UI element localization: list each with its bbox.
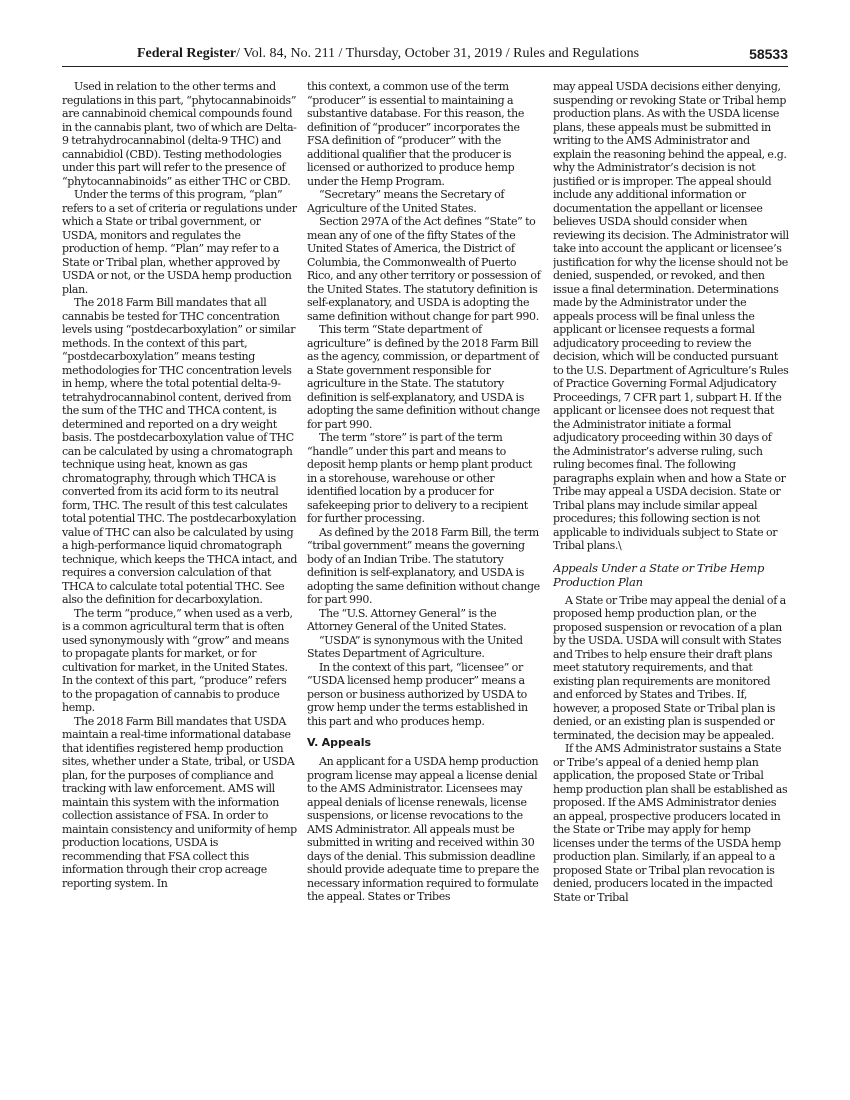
text-column-3: [553, 80, 789, 1070]
paragraph: This term “State department of agriculture” is defined by the 2018 Farm Bill as the agency, commission, or department of a State government responsible for agriculture in the State. The statutory definition is self-explanatory, and USDA is adopting the same definition without change for part 990.: [307, 323, 540, 431]
paragraph: The term “produce,” when used as a verb, is a common agricultural term that is often used synonymously with “grow” and means to propagate plants for market, or for cultivation for market, in the United States. In the context of this part, “produce” refers to the propagation of cannabis to produce hemp.: [62, 606, 293, 714]
text-column-1: [62, 80, 298, 1070]
paragraph: The 2018 Farm Bill mandates that USDA maintain a real-time informational database that identifies registered hemp production sites, whether under a State, tribal, or USDA plan, for the purposes of compliance and tracking with law enforcement. AMS will maintain this system with the information collection assistance of FSA. In order to maintain consistency and uniformity of hemp production locations, USDA is recommending that FSA collect this information through their crop acreage reporting system. In: [62, 714, 297, 890]
paragraph: The “U.S. Attorney General” is the Attorney General of the United States.: [307, 606, 507, 633]
page-header: [62, 44, 788, 64]
paragraph: may appeal USDA decisions either denying, suspending or revoking State or Tribal hemp production plans. As with the USDA license plans, these appeals must be submitted in writing to the AMS Administrator and explain the reasoning behind the appeal, e.g. why the Administrator’s decision is not justified or is improper. The appeal should include any additional information or documentation the appellant or licensee believes USDA should consider when reviewing its decision. The Administrator will take into account the applicant or licensee’s justification for why the license should not be denied, suspended, or revoked, and then issue a final determination. Determinations made by the Administrator under the appeals process will be final unless the applicant or licensee requests a formal adjudicatory proceeding to review the decision, which will be conducted pursuant to the U.S. Department of Agriculture’s Rules of Practice Governing Formal Adjudicatory Proceedings, 7 CFR part 1, subpart H. If the applicant or licensee does not request that the Administrator initiate a formal adjudicatory proceeding within 30 days of the Administrator’s adverse ruling, such ruling becomes final. The following paragraphs explain when and how a State or Tribe may appeal a USDA decision. State or Tribal plans may include similar appeal procedures; this following section is not applicable to individuals subject to State or Tribal plans.\: [553, 80, 789, 552]
paragraph: The term “store” is part of the term “handle” under this part and means to deposit hemp plants or hemp plant product in a storehouse, warehouse or other identified location by a producer for safekeeping prior to delivery to a recipient for further processing.: [307, 431, 532, 525]
paragraph: “Secretary” means the Secretary of Agriculture of the United States.: [307, 188, 505, 215]
issue-citation: / Vol. 84, No. 211 / Thursday, October 31, 2019 / Rules and Regulations: [236, 46, 640, 61]
paragraph: An applicant for a USDA hemp production program license may appeal a license denial to the AMS Administrator. Licensees may appeal denials of license renewals, license suspensions, or license revocations to the AMS Administrator. All appeals must be submitted in writing and received within 30 days of the denial. This submission deadline should provide adequate time to prepare the necessary information required to formulate the appeal. States or Tribes: [307, 755, 539, 903]
section-heading-appeals: V. Appeals: [307, 736, 372, 749]
paragraph: Section 297A of the Act defines “State” to mean any of one of the fifty States of the United States of America, the District of Columbia, the Commonwealth of Puerto Rico, and any other territory or possession of the United States. The statutory definition is self-explanatory, and USDA is adopting the same definition without change for part 990.: [307, 215, 541, 323]
paragraph: this context, a common use of the term “producer” is essential to maintaining a substantive database. For this reason, the definition of “producer” incorporates the FSA definition of “producer” with the additional qualifier that the producer is licensed or authorized to produce hemp under the Hemp Program.: [307, 80, 525, 188]
paragraph: If the AMS Administrator sustains a State or Tribe’s appeal of a denied hemp plan application, the proposed State or Tribal hemp production plan shall be established as proposed. If the AMS Administrator denies an appeal, prospective producers located in the State or Tribe may apply for hemp licenses under the terms of the USDA hemp production plan. Similarly, if an appeal to a proposed State or Tribal plan revocation is denied, producers located in the impacted State or Tribal: [553, 742, 788, 904]
text-column-2: [307, 80, 543, 1070]
paragraph: Used in relation to the other terms and regulations in this part, “phytocannabinoids” are cannabinoid chemical compounds found in the cannabis plant, two of which are Delta-9 tetrahydrocannabinol (delta-9 THC) and cannabidiol (CBD). Testing methodologies under this part will refer to the presence of “phytocannabinoids” as either THC or CBD.: [62, 80, 297, 188]
paragraph: As defined by the 2018 Farm Bill, the term “tribal government” means the governing body of an Indian Tribe. The statutory definition is self-explanatory, and USDA is adopting the same definition without change for part 990.: [307, 525, 540, 606]
paragraph: “USDA” is synonymous with the United States Department of Agriculture.: [307, 633, 523, 660]
subsection-heading-state-tribe-appeals: Appeals Under a State or Tribe Hemp Production Plan: [553, 560, 765, 589]
paragraph: The 2018 Farm Bill mandates that all cannabis be tested for THC concentration levels using “postdecarboxylation” or similar methods. In the context of this part, “postdecarboxylation” means testing methodologies for THC concentration levels in hemp, where the total potential delta-9-tetrahydrocannabinol content, derived from the sum of the THC and THCA content, is determined and reported on a dry weight basis. The postdecarboxylation value of THC can be calculated by using a chromatograph technique using heat, known as gas chromatography, through which THCA is converted from its acid form to its neutral form, THC. The result of this test calculates total potential THC. The postdecarboxylation value of THC can also be calculated by using a high-performance liquid chromatograph technique, which keeps the THCA intact, and requires a conversion calculation of that THCA to calculate total potential THC. See also the definition for decarboxylation.: [62, 296, 298, 606]
running-head: [137, 44, 639, 64]
page-number: 58533: [749, 46, 788, 62]
paragraph: Under the terms of this program, “plan” refers to a set of criteria or regulations under which a State or tribal government, or USDA, monitors and regulates the production of hemp. “Plan” may refer to a State or Tribal plan, whether approved by USDA or not, or the USDA hemp production plan.: [62, 188, 297, 296]
paragraph: In the context of this part, “licensee” or “USDA licensed hemp producer” means a person or business authorized by USDA to grow hemp under the terms established in this part and who produces hemp.: [307, 660, 528, 728]
header-rule: [62, 66, 788, 67]
journal-name: Federal Register: [137, 46, 237, 61]
paragraph: A State or Tribe may appeal the denial of a proposed hemp production plan, or the proposed suspension or revocation of a plan by the USDA. USDA will consult with States and Tribes to help ensure their draft plans meet statutory requirements, and that existing plan requirements are monitored and enforced by States and Tribes. If, however, a proposed State or Tribal plan is denied, or an existing plan is suspended or terminated, the decision may be appealed.: [553, 593, 786, 742]
